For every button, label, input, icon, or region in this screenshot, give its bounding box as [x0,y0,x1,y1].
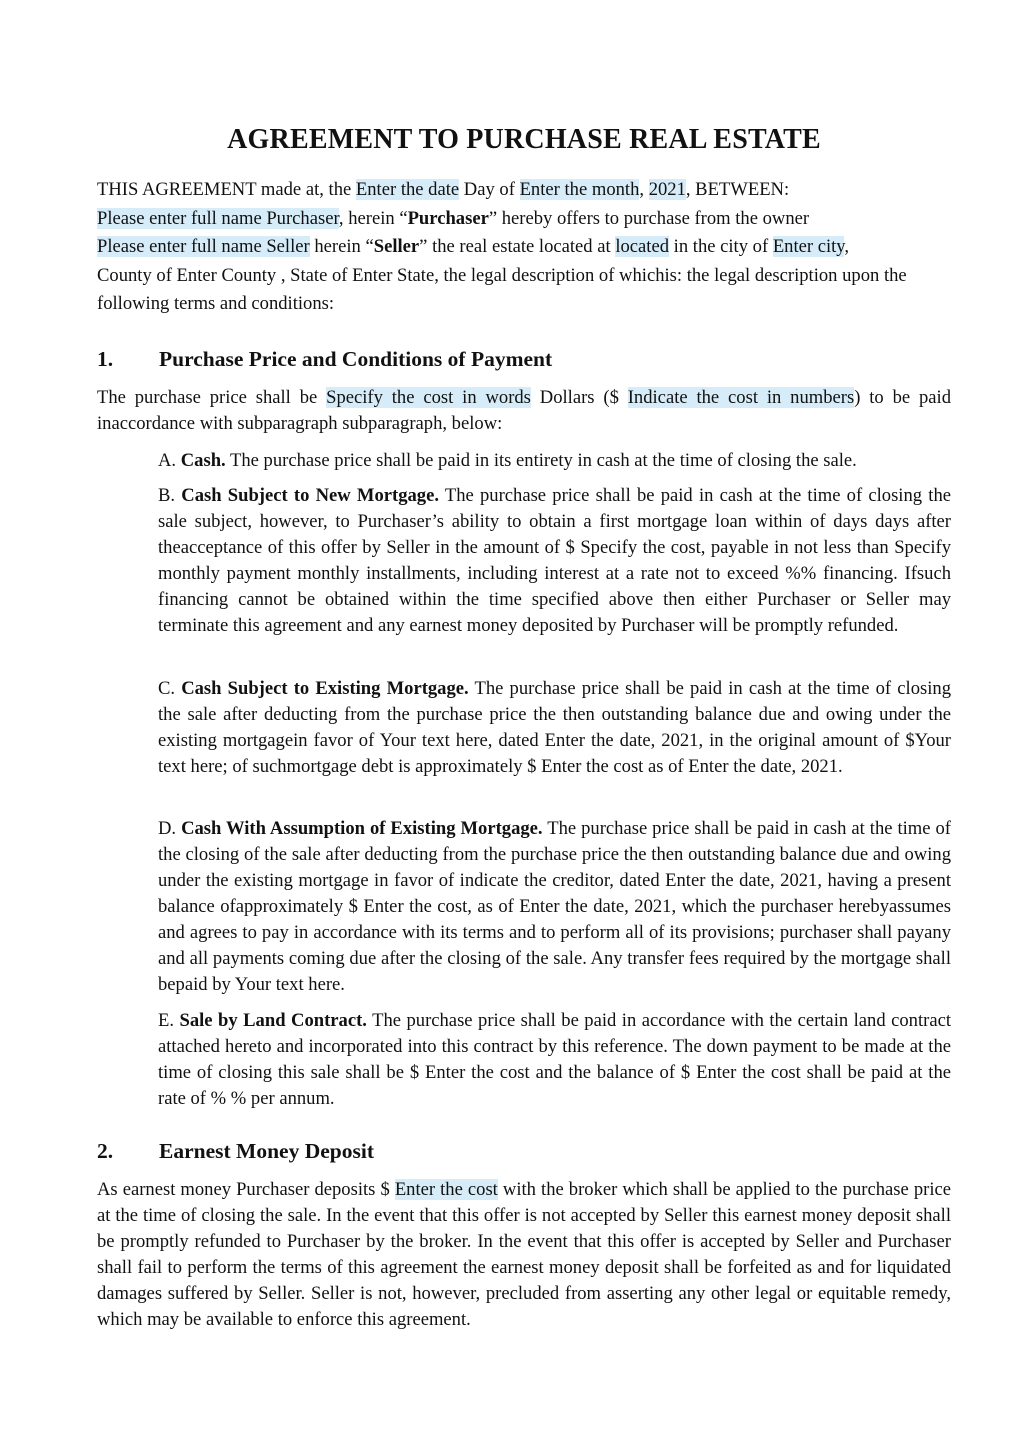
earnest-cost-field[interactable]: Enter the cost [394,1179,498,1200]
subparagraph-d [158,816,951,998]
paragraph-text: Dollars ($ [530,387,628,408]
intro-text: ” hereby offers to purchase from the owner [488,207,810,229]
subparagraph-title: Cash. [180,450,226,471]
paragraph-text: As earnest money Purchaser deposits $ [97,1179,395,1200]
subparagraph-letter: A. [158,450,181,471]
section-title: Purchase Price and Conditions of Payment [159,347,553,371]
paragraph-text: with the broker which shall be applied to the purchase price at the time of closing the sale. In the event that this offer is not accepted by Seller this earnest money deposit shall be promptly refunded to Purchaser by the broker. In the event that this offer is accepted by Seller and Purchaser shall fail to perform the terms of this agreement the earnest money deposit shall be forfeited as and for liquidated damages suffered by Seller. Seller is not, however, precluded from asserting any other legal or equitable remedy, which may be available to enforce this agreement. [97,1179,952,1330]
section-number: 2. [97,1139,114,1163]
intro-text: in the city of [669,236,773,257]
purchaser-name-field[interactable]: Please enter full name Purchaser [97,207,339,229]
intro-text: Day of [459,179,520,200]
subparagraph-text: The purchase price shall be paid in accordance with the certain land contract attached hereto and incorporated into this contract by this reference. The down payment to be made at the time of closing this sale shall be $ Enter the cost and the balance of $ Enter the cost shall be paid at the rate of % % per annum. [158,1010,952,1109]
subparagraph-letter: E. [158,1010,180,1031]
cost-numbers-field[interactable]: Indicate the cost in numbers [627,387,855,408]
year-field[interactable]: 2021 [648,179,686,200]
intro-text: , [639,179,649,200]
date-field[interactable]: Enter the date [355,179,460,200]
intro-text: THIS AGREEMENT made at, the [97,179,356,200]
intro-text: County of Enter County , State of Enter State, the legal description of whichis: the legal description upon the following terms and conditions: [97,264,907,314]
seller-name-field[interactable]: Please enter full name Seller [97,236,310,257]
intro-text: , BETWEEN: [685,179,790,200]
purchase-price-paragraph [97,385,951,437]
seller-label: Seller [373,236,420,257]
subparagraph-text: The purchase price shall be paid in cash at the time of closing the sale after deducting from the purchase price the then outstanding balance due and owing under the existing mortgagein favor of Your text here, dated Enter the date, 2021, in the original amount of $Your text here; of suchmortgage debt is approximately $ Enter the cost as of Enter the date, 2021. [158,678,951,777]
subparagraph-b [158,483,951,639]
subparagraph-e [158,1008,951,1112]
subparagraph-text: The purchase price shall be paid in cash at the time of closing the sale subject, however, to Purchaser’s ability to obtain a first mortgage loan within of days days after theacceptance of this offer by Seller in the amount of $ Specify the cost, payable in not less than Specify monthly payment monthly installments, including interest at a rate not to exceed %% financing. Ifsuch financing cannot be obtained within the time specified above then either Purchaser or Seller may terminate this agreement and any earnest money deposited by Purchaser will be promptly refunded. [158,485,951,636]
location-field[interactable]: located [615,236,670,257]
section-1-heading [97,347,552,372]
intro-text: ” the real estate located at [419,236,616,257]
subparagraph-title: Cash With Assumption of Existing Mortgage. [181,818,543,839]
subparagraph-title: Cash Subject to Existing Mortgage. [181,678,469,699]
purchaser-label: Purchaser [407,207,489,229]
paragraph-text: ) to be paid inaccordance with subparagraph subparagraph, below: [97,387,952,434]
month-field[interactable]: Enter the month [519,179,640,200]
earnest-money-paragraph [97,1177,951,1333]
subparagraph-text: The purchase price shall be paid in cash at the time of the closing of the sale after deducting from the purchase price the then outstanding balance due and owing under the existing mortgage in favor of indicate the creditor, dated Enter the date, 2021, having a present balance ofapproximately $ Enter the cost, as of Enter the date, 2021, which the purchaser herebyassumes and agrees to pay in accordance with its terms and to perform all of its provisions; purchaser shall payany and all payments coming due after the closing of the sale. Any transfer fees required by the mortgage shall bepaid by Your text here. [158,818,951,995]
subparagraph-text: The purchase price shall be paid in its entirety in cash at the time of closing the sale. [225,450,857,471]
subparagraph-title: Sale by Land Contract. [179,1010,367,1031]
subparagraph-title: Cash Subject to New Mortgage. [181,485,439,506]
intro-text: , herein “ [338,207,408,229]
subparagraph-letter: C. [158,678,182,699]
cost-words-field[interactable]: Specify the cost in words [326,387,531,408]
intro-text: , [844,236,850,257]
subparagraph-a [158,448,951,474]
intro-text: herein “ [309,236,374,257]
subparagraph-c [158,676,951,780]
city-field[interactable]: Enter city [772,236,845,257]
subparagraph-letter: B. [158,485,182,506]
document-title: AGREEMENT TO PURCHASE REAL ESTATE [227,124,821,155]
section-number: 1. [97,347,114,371]
subparagraph-letter: D. [158,818,182,839]
intro-paragraph [97,176,951,319]
paragraph-text: The purchase price shall be [97,387,327,408]
section-2-heading [97,1139,374,1164]
section-title: Earnest Money Deposit [159,1139,374,1163]
